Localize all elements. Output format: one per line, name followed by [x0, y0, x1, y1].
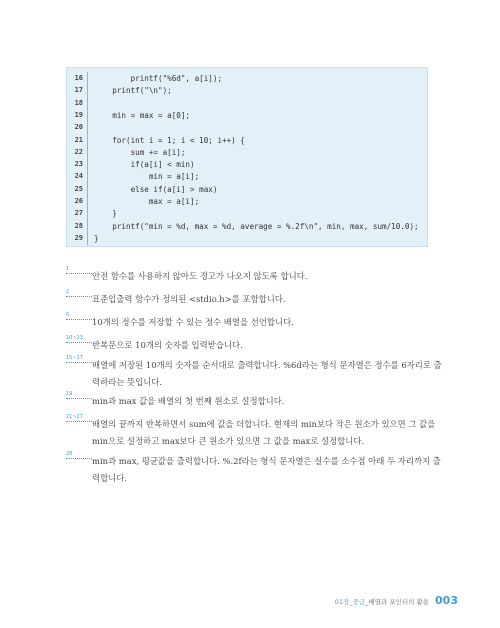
- line-number: 16: [67, 72, 88, 86]
- dotted-leader: [66, 398, 92, 399]
- dotted-leader: [66, 458, 92, 459]
- note-text: 배열의 끝까지 반복하면서 sum에 값을 더합니다. 현재의 min보다 작은 원소가 있으면 그 값을 min으로 설정하고 max보다 큰 원소가 있으면 그 값을 max로 설정합니다.: [92, 419, 436, 446]
- note-text: min과 max 값을 배열의 첫 번째 원소로 설정합니다.: [92, 396, 285, 406]
- dotted-leader: [66, 421, 92, 422]
- page-footer: [335, 594, 458, 607]
- line-number: 23: [67, 158, 88, 172]
- dotted-leader: [66, 296, 92, 297]
- note-line-ref: 10~13: [66, 335, 83, 341]
- note-line-ref: 21~27: [66, 414, 83, 420]
- line-number: 22: [67, 146, 88, 160]
- code-text: min = a[i];: [94, 172, 200, 182]
- footer-title: _배열과 포인터의 활용: [365, 598, 430, 606]
- note-line-ref: 6: [66, 312, 70, 318]
- note-text: 표준입출력 함수가 정의된 <stdio.h>를 포함합니다.: [92, 294, 286, 304]
- line-number: 20: [67, 121, 88, 135]
- dotted-leader: [66, 273, 92, 274]
- page-number: 003: [435, 594, 458, 607]
- note-text: min과 max, 평균값을 출력합니다. %.2f라는 형식 문자열은 실수를 소수점 아래 두 자리까지 출력합니다.: [92, 456, 441, 483]
- dotted-leader: [66, 362, 92, 363]
- line-number: 18: [67, 97, 88, 111]
- line-number: 28: [67, 220, 88, 234]
- line-number: 27: [67, 207, 88, 221]
- code-text: max = a[i];: [94, 197, 200, 206]
- line-number: 25: [67, 183, 88, 197]
- note-line-ref: 1: [66, 266, 70, 272]
- code-text: else if(a[i] > max): [94, 184, 218, 194]
- line-number: 29: [67, 232, 88, 246]
- line-number: 21: [67, 134, 88, 148]
- dotted-leader: [66, 319, 92, 320]
- code-text: }: [94, 209, 117, 219]
- line-number: 26: [67, 195, 88, 209]
- code-text: printf("min = %d, max = %d, average = %.2f\n", min, max, sum/10.0);: [94, 221, 419, 231]
- code-listing: [66, 67, 428, 247]
- code-text: min = max = a[0];: [94, 110, 191, 120]
- line-number: 19: [67, 109, 88, 123]
- line-number: 17: [67, 84, 88, 98]
- note-line-ref: 15~17: [66, 355, 83, 361]
- code-text: for(int i = 1; i < 10; i++) {: [94, 135, 245, 145]
- code-text: printf("\n");: [94, 86, 172, 96]
- code-text: if(a[i] < min): [94, 160, 195, 170]
- note-text: 배열에 저장된 10개의 숫자를 순서대로 출력합니다. %6d라는 형식 문자열은 정수를 6자리로 출력하라는 뜻입니다.: [92, 360, 442, 387]
- note-text: 안전 함수를 사용하지 않아도 경고가 나오지 않도록 합니다.: [92, 271, 308, 281]
- code-text: printf("%6d", a[i]);: [94, 74, 223, 83]
- note-line-ref: 2: [66, 289, 70, 295]
- note-text: 10개의 정수를 저장할 수 있는 정수 배열을 선언합니다.: [92, 317, 294, 327]
- code-text: }: [94, 233, 99, 243]
- line-number: 24: [67, 170, 88, 184]
- code-line: [67, 232, 427, 246]
- note-line-ref: 19: [66, 391, 73, 397]
- code-text: sum += a[i];: [94, 147, 186, 157]
- note-text: 반복문으로 10개의 숫자를 입력받습니다.: [92, 340, 243, 350]
- note-line-ref: 28: [66, 451, 73, 457]
- footer-chapter: 01장_중급: [334, 598, 366, 606]
- dotted-leader: [66, 342, 92, 343]
